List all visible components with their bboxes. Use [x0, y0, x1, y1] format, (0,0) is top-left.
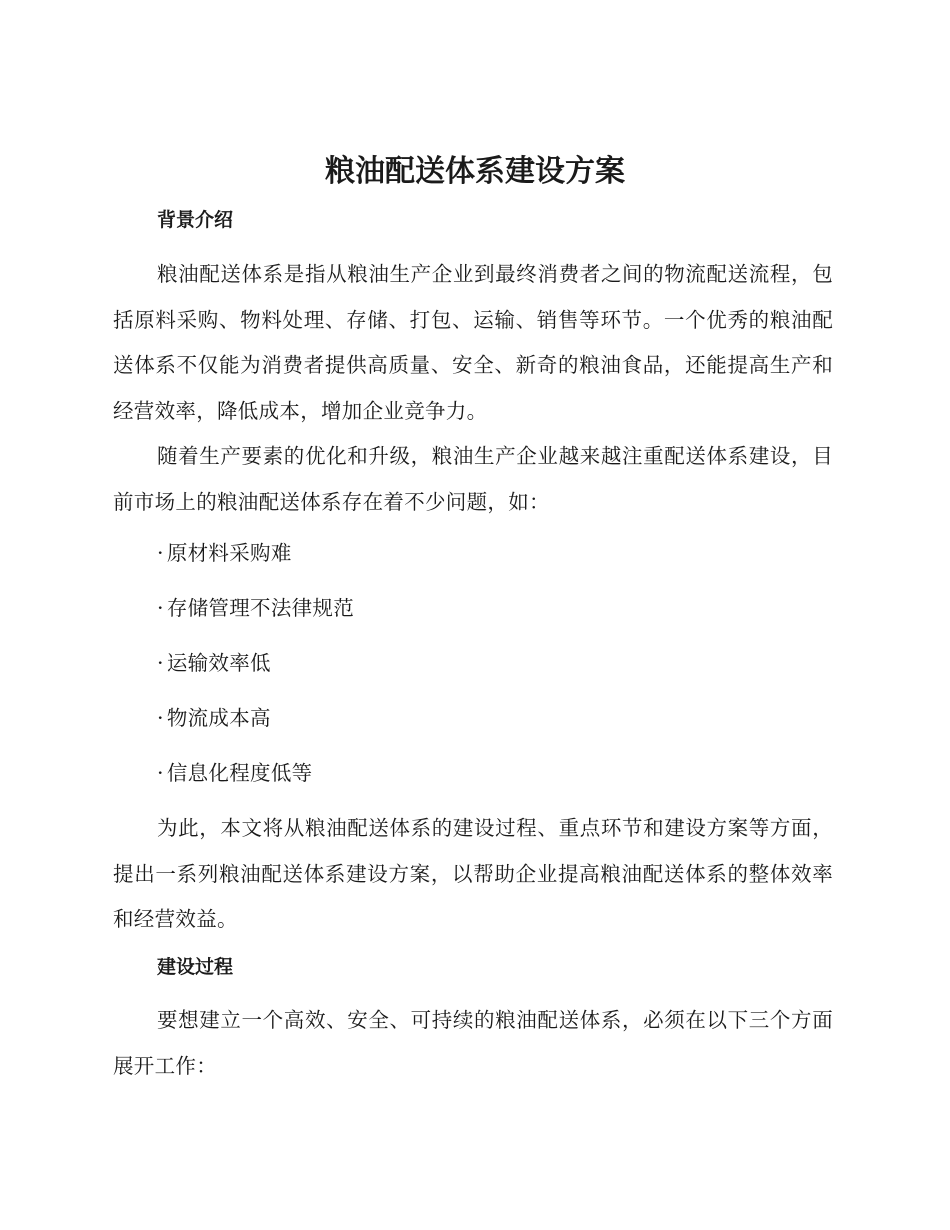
paragraph-background-intro: 粮油配送体系是指从粮油生产企业到最终消费者之间的物流配送流程，包括原料采购、物料处理、存储、打包、运输、销售等环节。一个优秀的粮油配送体系不仅能为消费者提供高质量、安全、新奇的粮油食品，还能提高生产和经营效率，降低成本，增加企业竞争力。 — [113, 262, 833, 423]
bullet-marker: · — [157, 706, 164, 730]
bullet-item — [157, 538, 292, 568]
bullet-item — [157, 648, 271, 678]
section-heading-process: 建设过程 — [157, 956, 234, 978]
bullet-marker: · — [157, 541, 164, 565]
paragraph-background-purpose: 为此，本文将从粮油配送体系的建设过程、重点环节和建设方案等方面，提出一系列粮油配送体系建设方案，以帮助企业提高粮油配送体系的整体效率和经营效益。 — [113, 816, 833, 931]
bullet-item — [157, 593, 354, 623]
bullet-text: 存储管理不法律规范 — [166, 596, 355, 620]
document-title: 粮油配送体系建设方案 — [325, 154, 625, 189]
bullet-text: 原材料采购难 — [166, 541, 292, 565]
bullet-text: 信息化程度低等 — [166, 761, 313, 785]
bullet-marker: · — [157, 651, 164, 675]
bullet-marker: · — [157, 761, 164, 785]
bullet-item — [157, 703, 271, 733]
bullet-item — [157, 758, 312, 788]
paragraph-process-intro: 要想建立一个高效、安全、可持续的粮油配送体系，必须在以下三个方面展开工作： — [113, 1008, 833, 1078]
paragraph-background-problems: 随着生产要素的优化和升级，粮油生产企业越来越注重配送体系建设，目前市场上的粮油配送体系存在着不少问题，如： — [113, 444, 833, 514]
bullet-text: 物流成本高 — [166, 706, 271, 730]
section-heading-background: 背景介绍 — [157, 209, 234, 231]
bullet-text: 运输效率低 — [166, 651, 271, 675]
bullet-marker: · — [157, 596, 164, 620]
